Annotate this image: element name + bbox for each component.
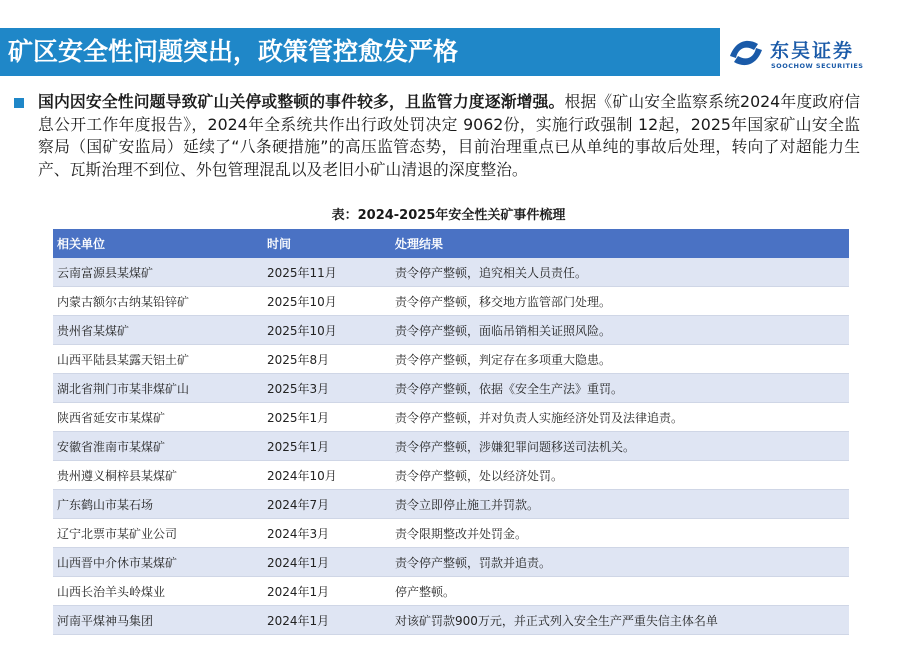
mine-incident-table bbox=[53, 229, 849, 635]
cell-unit: 安徽省淮南市某煤矿 bbox=[53, 432, 263, 461]
cell-unit: 内蒙古额尔古纳某铅锌矿 bbox=[53, 287, 263, 316]
logo-name-en: SOOCHOW SECURITIES bbox=[771, 62, 864, 70]
cell-unit: 贵州省某煤矿 bbox=[53, 316, 263, 345]
table-row bbox=[53, 548, 849, 577]
body-paragraph bbox=[38, 91, 860, 181]
cell-unit: 河南平煤神马集团 bbox=[53, 606, 263, 635]
cell-unit: 山西平陆县某露天铝土矿 bbox=[53, 345, 263, 374]
table-caption: 表：2024-2025年安全性关矿事件梳理 bbox=[331, 208, 566, 223]
cell-time: 2024年1月 bbox=[263, 577, 391, 606]
cell-result: 责令停产整顿，判定存在多项重大隐患。 bbox=[391, 345, 849, 374]
table-row bbox=[53, 490, 849, 519]
cell-time: 2024年7月 bbox=[263, 490, 391, 519]
cell-unit: 山西晋中介休市某煤矿 bbox=[53, 548, 263, 577]
table-header-row bbox=[53, 229, 849, 258]
table-row bbox=[53, 374, 849, 403]
cell-time: 2024年1月 bbox=[263, 548, 391, 577]
cell-result: 责令停产整顿，面临吊销相关证照风险。 bbox=[391, 316, 849, 345]
cell-time: 2025年10月 bbox=[263, 287, 391, 316]
title-bar bbox=[0, 28, 720, 76]
cell-unit: 云南富源县某煤矿 bbox=[53, 258, 263, 287]
cell-time: 2025年10月 bbox=[263, 316, 391, 345]
cell-time: 2024年10月 bbox=[263, 461, 391, 490]
table-row bbox=[53, 316, 849, 345]
bullet-square-icon bbox=[14, 98, 24, 108]
cell-result: 责令停产整顿，并对负责人实施经济处罚及法律追责。 bbox=[391, 403, 849, 432]
table-row bbox=[53, 461, 849, 490]
body-text: 根据《矿山安全监察系统2024年度政府信息公开工作年度报告》，2024年全系统共作出行政处罚决定 9062份，实施行政强制 12起，2025年国家矿山安全监察局（国矿安监局）延续了“八条硬措施”的高压监管态势，目前治理重点已从单纯的事故后处理，转向了对超能力生产、瓦斯治理不到位、外包管理混乱以及老旧小矿山清退的深度整治。 bbox=[38, 92, 860, 179]
table-row bbox=[53, 606, 849, 635]
cell-result: 对该矿罚款900万元，并正式列入安全生产严重失信主体名单 bbox=[391, 606, 849, 635]
cell-unit: 贵州遵义桐梓县某煤矿 bbox=[53, 461, 263, 490]
cell-result: 责令限期整改并处罚金。 bbox=[391, 519, 849, 548]
table-row bbox=[53, 432, 849, 461]
cell-time: 2025年8月 bbox=[263, 345, 391, 374]
soochow-logo-icon bbox=[728, 36, 764, 70]
column-header-result: 处理结果 bbox=[391, 229, 849, 258]
table-row bbox=[53, 519, 849, 548]
cell-result: 责令停产整顿，追究相关人员责任。 bbox=[391, 258, 849, 287]
cell-time: 2025年3月 bbox=[263, 374, 391, 403]
table-row bbox=[53, 287, 849, 316]
cell-time: 2024年1月 bbox=[263, 606, 391, 635]
column-header-time: 时间 bbox=[263, 229, 391, 258]
cell-time: 2025年11月 bbox=[263, 258, 391, 287]
cell-result: 责令停产整顿，依据《安全生产法》重罚。 bbox=[391, 374, 849, 403]
lead-sentence: 国内因安全性问题导致矿山关停或整顿的事件较多，且监管力度逐渐增强。 bbox=[38, 92, 565, 111]
cell-result: 责令停产整顿，移交地方监管部门处理。 bbox=[391, 287, 849, 316]
cell-unit: 湖北省荆门市某非煤矿山 bbox=[53, 374, 263, 403]
cell-result: 责令停产整顿，罚款并追责。 bbox=[391, 548, 849, 577]
table-row bbox=[53, 258, 849, 287]
cell-unit: 广东鹤山市某石场 bbox=[53, 490, 263, 519]
cell-unit: 山西长治羊头岭煤业 bbox=[53, 577, 263, 606]
cell-time: 2025年1月 bbox=[263, 403, 391, 432]
cell-result: 责令停产整顿，涉嫌犯罪问题移送司法机关。 bbox=[391, 432, 849, 461]
table-row bbox=[53, 403, 849, 432]
logo-name-cn: 东吴证券 bbox=[770, 40, 855, 62]
cell-result: 停产整顿。 bbox=[391, 577, 849, 606]
cell-time: 2024年3月 bbox=[263, 519, 391, 548]
company-logo bbox=[728, 34, 893, 74]
column-header-unit: 相关单位 bbox=[53, 229, 263, 258]
cell-result: 责令停产整顿，处以经济处罚。 bbox=[391, 461, 849, 490]
cell-unit: 陕西省延安市某煤矿 bbox=[53, 403, 263, 432]
cell-result: 责令立即停止施工并罚款。 bbox=[391, 490, 849, 519]
table-row bbox=[53, 577, 849, 606]
page-title: 矿区安全性问题突出，政策管控愈发严格 bbox=[8, 37, 459, 66]
cell-unit: 辽宁北票市某矿业公司 bbox=[53, 519, 263, 548]
cell-time: 2025年1月 bbox=[263, 432, 391, 461]
table-row bbox=[53, 345, 849, 374]
